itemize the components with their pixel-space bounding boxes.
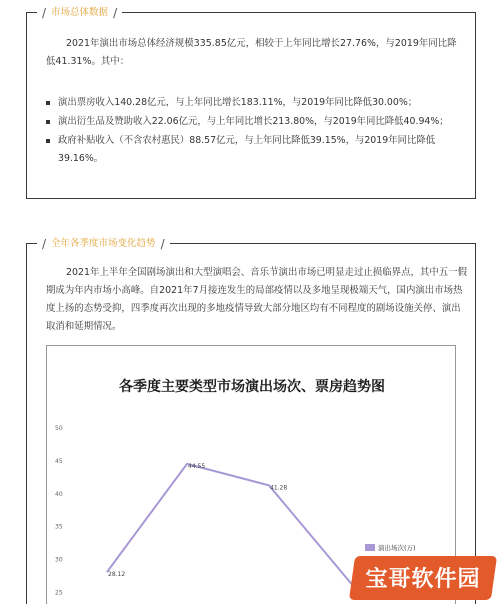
list-item xyxy=(46,113,468,131)
y-tick-label: 50 xyxy=(55,425,63,432)
bullet-icon xyxy=(46,120,50,124)
overview-bullet-list xyxy=(46,94,468,169)
section-tab xyxy=(37,7,122,19)
list-item xyxy=(46,94,468,112)
y-tick-label: 45 xyxy=(55,457,63,465)
section-title: 全年各季度市场变化趋势 xyxy=(51,238,156,249)
y-tick-label: 40 xyxy=(55,490,63,498)
bullet-text: 演出票房收入140.28亿元，与上年同比增长183.11%，与2019年同比降低30.00%； xyxy=(58,97,418,108)
y-tick-label: 30 xyxy=(55,556,63,564)
bullet-icon xyxy=(46,139,50,143)
slash-icon: / xyxy=(42,6,47,20)
bullet-text: 政府补贴收入（不含农村惠民）88.57亿元，与上年同比降低39.15%，与2019年同比降低39.16%。 xyxy=(58,135,436,164)
data-label: 41.28 xyxy=(270,484,288,492)
data-label: 44.55 xyxy=(188,462,206,470)
bullet-text: 演出衍生品及赞助收入22.06亿元，与上年同比增长213.80%，与2019年同比降低40.94%； xyxy=(58,116,449,127)
slash-icon: / xyxy=(113,6,118,20)
slash-icon: / xyxy=(42,237,47,251)
series-line xyxy=(107,464,357,591)
chart-title: 各季度主要类型市场演出场次、票房趋势图 xyxy=(119,379,385,395)
y-tick-label: 35 xyxy=(55,523,63,531)
slash-icon: / xyxy=(160,237,165,251)
y-tick-label: 25 xyxy=(55,589,63,597)
bullet-icon xyxy=(46,101,50,105)
section-title: 市场总体数据 xyxy=(51,7,109,18)
section-tab xyxy=(37,238,170,250)
watermark-logo xyxy=(352,556,494,600)
legend-label: 演出场次(万) xyxy=(378,544,416,552)
data-label: 28.12 xyxy=(108,570,126,578)
overview-paragraph: 2021年演出市场总体经济规模335.85亿元，相较于上年同比增长27.76%，与2019年同比降低41.31%。其中： xyxy=(46,38,457,67)
trend-paragraph: 2021年上半年全国剧场演出和大型演唱会、音乐节演出市场已明显走过止损临界点，其中五一假期成为年内市场小高峰。自2021年7月接连发生的局部疫情以及多地呈现极端天气，国内演出市场热度上扬的态势受抑，四季度再次出现的多地疫情导致大部分地区均有不同程度的剧场设施关停、演出取消和延期情况。 xyxy=(46,267,468,332)
legend-swatch xyxy=(365,544,375,551)
list-item xyxy=(46,132,468,168)
watermark-text: 宝哥软件园 xyxy=(365,567,481,592)
